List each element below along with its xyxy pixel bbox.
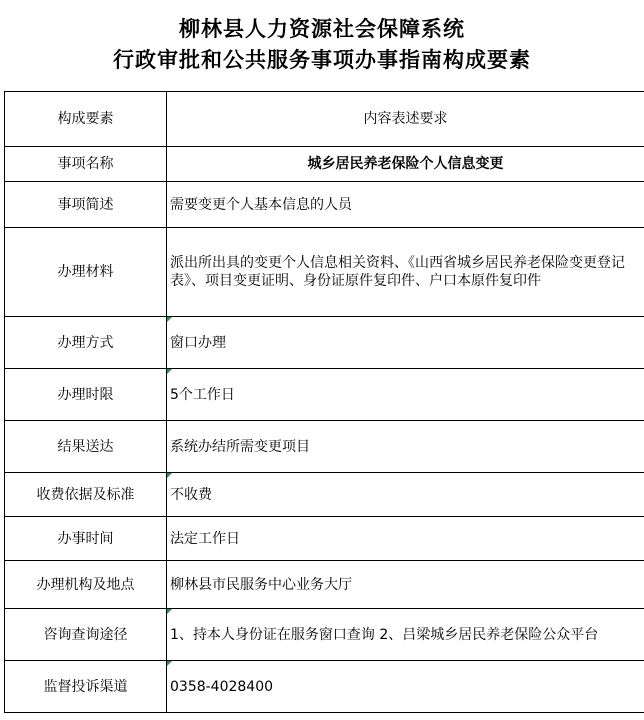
row-value: 派出所出具的变更个人信息相关资料、《山西省城乡居民养老保险变更登记表》、项目变更证明、身份证原件复印件、户口本原件复印件: [167, 228, 644, 317]
table-row: [5, 317, 644, 369]
table-row: [5, 661, 644, 713]
table-row: [5, 182, 644, 228]
cell-marker-icon: [167, 473, 172, 478]
row-value: 城乡居民养老保险个人信息变更: [167, 147, 644, 182]
row-label: 咨询查询途径: [5, 609, 167, 661]
row-label: 监督投诉渠道: [5, 661, 167, 713]
title-line-2: 行政审批和公共服务事项办事指南构成要素: [113, 48, 531, 72]
header-element-cell: 构成要素: [5, 92, 167, 147]
table-row: [5, 421, 644, 473]
cell-marker-icon: [167, 317, 172, 322]
cell-marker-icon: [167, 661, 172, 666]
table-header-row: [5, 92, 644, 147]
row-value: 法定工作日: [167, 517, 644, 561]
row-value: 5个工作日: [167, 369, 644, 421]
row-value: 0358-4028400: [167, 661, 644, 713]
table-row: [5, 473, 644, 517]
row-value: 不收费: [167, 473, 644, 517]
row-label: 办事时间: [5, 517, 167, 561]
row-label: 办理材料: [5, 228, 167, 317]
guide-table: [4, 91, 644, 713]
row-label: 办理方式: [5, 317, 167, 369]
title-line-1: 柳林县人力资源社会保障系统: [179, 17, 465, 41]
cell-marker-icon: [167, 369, 172, 374]
row-label: 办理机构及地点: [5, 561, 167, 609]
row-value: 需要变更个人基本信息的人员: [167, 182, 644, 228]
cell-marker-icon: [167, 609, 172, 614]
row-label: 事项名称: [5, 147, 167, 182]
table-row: [5, 561, 644, 609]
table-row: [5, 609, 644, 661]
table-row: [5, 517, 644, 561]
row-label: 收费依据及标准: [5, 473, 167, 517]
document-title: [0, 14, 644, 76]
row-value: 柳林县市民服务中心业务大厅: [167, 561, 644, 609]
row-label: 结果送达: [5, 421, 167, 473]
table-row: [5, 147, 644, 182]
row-label: 办理时限: [5, 369, 167, 421]
row-label: 事项简述: [5, 182, 167, 228]
header-content-cell: 内容表述要求: [167, 92, 644, 147]
table-row: [5, 369, 644, 421]
table-row: [5, 228, 644, 317]
row-value: 系统办结所需变更项目: [167, 421, 644, 473]
row-value: 窗口办理: [167, 317, 644, 369]
row-value: 1、持本人身份证在服务窗口查询 2、吕梁城乡居民养老保险公众平台: [167, 609, 644, 661]
